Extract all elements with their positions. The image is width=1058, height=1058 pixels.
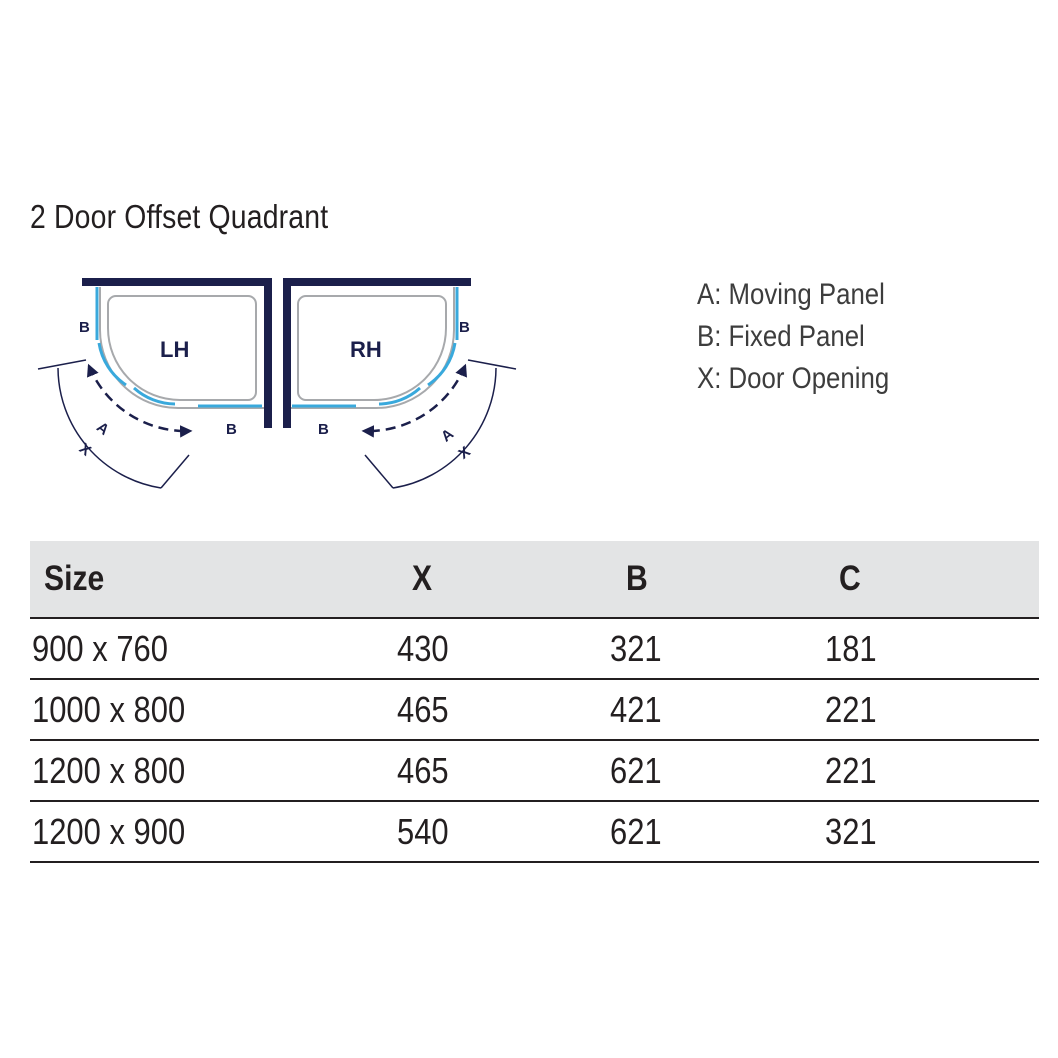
table-row: [30, 801, 1039, 862]
header-b: B: [603, 541, 817, 618]
rh-enclosure: [283, 278, 516, 488]
cell-size: 1200 x 800: [30, 740, 390, 801]
cell-size: 900 x 760: [30, 618, 390, 679]
cell-x: 540: [390, 801, 603, 862]
cell-b: 421: [603, 679, 817, 740]
rh-moving-marker: A: [437, 425, 457, 446]
lh-sweep-end-tick: [161, 455, 189, 488]
lh-fixed-marker-left: B: [79, 319, 90, 336]
cell-x: 465: [390, 740, 603, 801]
rh-label: RH: [350, 337, 382, 362]
page-title: 2 Door Offset Quadrant: [30, 198, 329, 235]
cell-b: 621: [603, 801, 817, 862]
lh-label: LH: [160, 337, 190, 362]
cell-b: 621: [603, 740, 817, 801]
rh-sweep-start-tick: [468, 360, 516, 369]
cell-c: 221: [817, 679, 1039, 740]
lh-fixed-marker-bottom: B: [226, 421, 237, 438]
lh-side-wall: [264, 278, 272, 428]
table-row: [30, 679, 1039, 740]
lh-opening-marker: X: [75, 440, 95, 460]
header-size: Size: [30, 541, 390, 618]
cell-c: 181: [817, 618, 1039, 679]
cell-size: 1200 x 900: [30, 801, 390, 862]
cell-c: 321: [817, 801, 1039, 862]
cell-size: 1000 x 800: [30, 679, 390, 740]
legend-moving-panel: A: Moving Panel: [697, 278, 885, 311]
rh-back-wall: [283, 278, 471, 286]
cell-b: 321: [603, 618, 817, 679]
lh-enclosure: [38, 278, 272, 488]
cell-x: 465: [390, 679, 603, 740]
lh-back-wall: [82, 278, 272, 286]
rh-sweep-end-tick: [365, 455, 393, 488]
table-row: [30, 618, 1039, 679]
legend-fixed-panel: B: Fixed Panel: [697, 320, 865, 353]
cell-x: 430: [390, 618, 603, 679]
size-table: [30, 541, 1039, 863]
rh-side-wall: [283, 278, 291, 428]
legend-door-opening: X: Door Opening: [697, 362, 890, 395]
legend: [697, 274, 889, 400]
rh-fixed-marker-bottom: B: [318, 421, 329, 438]
lh-sweep-start-tick: [38, 360, 86, 369]
header-x: X: [390, 541, 603, 618]
table-row: [30, 740, 1039, 801]
header-c: C: [817, 541, 1039, 618]
table-header-row: [30, 541, 1039, 618]
lh-moving-marker: A: [93, 418, 113, 439]
rh-opening-marker: X: [455, 443, 474, 463]
cell-c: 221: [817, 740, 1039, 801]
rh-fixed-marker-right: B: [459, 319, 470, 336]
